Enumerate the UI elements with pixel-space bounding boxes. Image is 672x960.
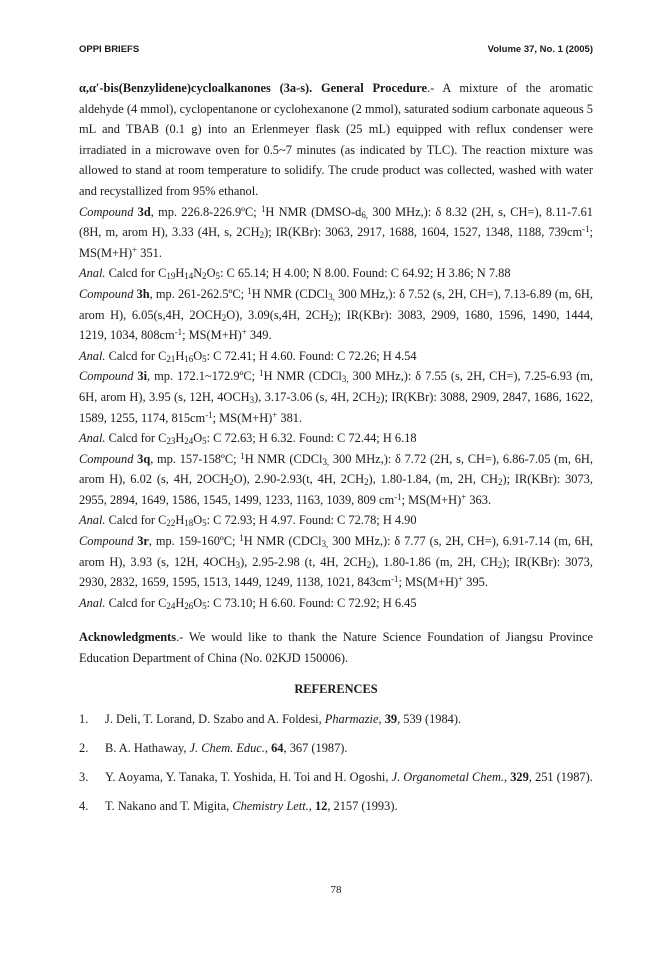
sup: 1 [247, 285, 252, 296]
ms-text: ; MS(M+H) [79, 225, 594, 260]
article-body [79, 78, 593, 815]
el: O [193, 513, 203, 528]
ir-text: O), 3.09(s,4H, 2CH [226, 307, 330, 322]
anal-word: Anal. [79, 595, 106, 610]
ack-title: Acknowledgments [79, 630, 177, 645]
el: N [193, 266, 203, 281]
sup: -1 [582, 224, 590, 235]
sup: + [241, 327, 247, 338]
compound-entry-3d [79, 202, 593, 264]
ir-text: ), 3.17-3.06 (s, 4H, 2CH [254, 389, 376, 404]
ref-volume: 12 [314, 799, 328, 814]
sup: 1 [239, 533, 244, 544]
sub: 2 [229, 477, 234, 488]
ir-text: O), 2.90-2.93(t, 4H, 2CH [233, 472, 365, 487]
sub: 5 [202, 518, 207, 529]
compound-word: Compound [79, 204, 134, 219]
sub: 21 [166, 353, 176, 364]
reference-item: 1. J. Deli, T. Lorand, D. Szabo and A. Foldesi, Pharmazie, 39, 539 (1984). [79, 712, 462, 727]
sub: 6, [361, 209, 369, 220]
ref-journal: Pharmazie [324, 712, 379, 727]
sub: 26 [184, 601, 194, 612]
nmr-text: H NMR (CDCl [263, 369, 342, 384]
sub: 24 [166, 601, 176, 612]
nmr-text: H NMR (CDCl [243, 534, 322, 549]
sub: 2 [366, 559, 372, 570]
nmr-text: H NMR (CDCl [251, 286, 329, 301]
sub: 5 [215, 271, 220, 282]
anal-values: : C 72.41; H 4.60. Found: C 72.26; H 4.54 [206, 348, 417, 363]
el: O [193, 595, 203, 610]
calcd: Calcd for [105, 513, 159, 528]
compound-id: 3r [137, 534, 149, 549]
analysis-3r [79, 593, 593, 614]
ms-value: 349. [246, 328, 272, 343]
sup: + [272, 409, 278, 420]
sub: 5 [202, 436, 207, 447]
sup: + [461, 491, 467, 502]
reference-item: 4. T. Nakano and T. Migita, Chemistry Lett., 12, 2157 (1993). [79, 799, 398, 814]
sub: 2 [497, 477, 503, 488]
el: C [158, 348, 167, 363]
compound-id: 3q [137, 451, 151, 466]
anal-word: Anal. [79, 431, 106, 446]
compound-word: Compound [79, 286, 134, 301]
compound-word: Compound [79, 369, 134, 384]
sub: 5 [202, 353, 207, 364]
procedure-title: α,α′-bis(Benzylidene)cycloalkanones (3a-s). General Procedure [79, 81, 428, 95]
ir-text: ); IR(KBr): 3073, 2955, 2894, 1649, 1586, 1545, 1499, 1233, 1163, 1039, 809 cm [79, 472, 593, 507]
calcd: Calcd for [105, 431, 159, 446]
el: C [158, 266, 167, 281]
nmr-text: H NMR (DMSO-d [265, 204, 362, 219]
sub: 16 [184, 353, 194, 364]
sub: 24 [184, 436, 194, 447]
ref-journal: J. Organometal Chem. [391, 770, 504, 785]
analysis-3q [79, 510, 593, 531]
nmr-text: 300 MHz,): δ 8.32 (2H, s, CH=), 8.11-7.61 (8H, m, arom H), 3.33 (4H, s, 2CH [79, 204, 593, 240]
el: O [193, 348, 203, 363]
ref-authors: J. Deli, T. Lorand, D. Szabo and A. Foldesi, [105, 712, 325, 727]
ref-rest: , 251 (1987). [528, 770, 593, 785]
ir-text: ); IR(KBr): 3088, 2909, 2847, 1686, 1622, 1589, 1255, 1174, 815cm [79, 389, 593, 425]
el: C [158, 431, 167, 446]
el: H [175, 266, 185, 281]
ms-text: ; MS(M+H) [398, 575, 459, 590]
anal-word: Anal. [79, 266, 106, 281]
ref-number: 2. [79, 741, 89, 756]
sub: 14 [184, 271, 194, 282]
calcd: Calcd for [105, 348, 159, 363]
anal-values: : C 72.63; H 6.32. Found: C 72.44; H 6.18 [206, 431, 417, 446]
el: C [158, 513, 167, 528]
running-header [79, 44, 593, 60]
sub: 3, [322, 456, 330, 467]
nmr-text: H NMR (CDCl [244, 451, 323, 466]
sup: + [132, 244, 138, 255]
compound-id: 3d [137, 204, 151, 219]
references-heading: REFERENCES [294, 681, 378, 696]
el: H [175, 513, 185, 528]
ms-text: ; MS(M+H) [182, 328, 242, 343]
ref-journal: J. Chem. Educ. [189, 741, 265, 756]
anal-values: : C 65.14; H 4.00; N 8.00. Found: C 64.92; H 3.86; N 7.88 [220, 266, 511, 281]
acknowledgments [79, 627, 593, 668]
ref-rest: , 2157 (1993). [327, 799, 398, 814]
sup: + [458, 574, 464, 585]
sub: 2 [364, 477, 369, 488]
ir-text: ), 2.95-2.98 (t, 4H, 2CH [240, 554, 367, 569]
sub: 3, [328, 292, 335, 303]
general-procedure [79, 78, 593, 202]
el: O [193, 431, 203, 446]
ms-value: 395. [463, 575, 488, 590]
analysis-3d [79, 263, 593, 284]
nmr-text: 300 MHz,): δ 7.72 (2H, s, CH=), 6.86-7.05 (m, 6H, arom H), 6.02 (s, 4H, 2OCH [79, 451, 593, 487]
ms-value: 381. [277, 410, 303, 425]
compound-id: 3h [136, 286, 150, 301]
sub: 3, [341, 374, 349, 385]
sup: 1 [240, 450, 245, 461]
journal-section: OPPI BRIEFS [79, 44, 140, 55]
el: H [175, 595, 185, 610]
compound-id: 3i [137, 369, 148, 384]
ms-value: 363. [466, 492, 492, 507]
ref-journal: Chemistry Lett. [232, 799, 309, 814]
el: H [175, 348, 185, 363]
ir-text: ); IR(KBr): 3083, 2909, 1680, 1596, 1490, 1444, 1219, 1034, 808cm [79, 307, 594, 343]
compound-entry-3r [79, 531, 593, 593]
sup: -1 [391, 574, 399, 585]
el: H [175, 431, 185, 446]
calcd: Calcd for [105, 595, 159, 610]
sup: 1 [260, 203, 266, 214]
sub: 3 [249, 395, 255, 406]
ref-rest: , 539 (1984). [397, 712, 462, 727]
ref-volume: 329 [510, 770, 529, 785]
compound-word: Compound [79, 534, 134, 549]
procedure-text: .- A mixture of the aromatic aldehyde (4 mmol), cyclopentanone or cyclohexanone (2 mmol), saturated sodium carbonate aqueous 5 mL and TBAB (0.1 g) into an Erlenmeyer flask (25 mL) equipped with reflux condenser were irradiated in a microwave oven for 0.5~7 minutes (as indicated by TLC). The reaction mixture was allowed to stand at room temperature to solidify. The crude product was collected, washed with water and recystallized from 95% ethanol. [79, 81, 594, 198]
sub: 3, [321, 539, 329, 550]
ref-authors: T. Nakano and T. Migita, [105, 799, 233, 814]
ir-text: ), 1.80-1.84, (m, 2H, CH [368, 472, 498, 487]
ref-number: 1. [79, 712, 89, 727]
ref-volume: 39 [384, 712, 398, 727]
melting-point: , mp. 159-160ºC; [148, 534, 236, 549]
melting-point: , mp. 157-158ºC; [150, 451, 237, 466]
anal-word: Anal. [79, 348, 106, 363]
ref-authors: Y. Aoyama, Y. Tanaka, T. Yoshida, H. Toi and H. Ogoshi, [105, 770, 392, 785]
sub: 2 [221, 312, 227, 323]
sub: 2 [329, 312, 334, 323]
ref-authors: B. A. Hathaway, [105, 741, 190, 756]
melting-point: , mp. 261-262.5ºC; [149, 286, 245, 301]
ir-text: ); IR(KBr): 3073, 2930, 2832, 1659, 1595, 1513, 1449, 1249, 1138, 1021, 843cm [79, 554, 593, 590]
page-number: 78 [330, 884, 342, 896]
el: O [206, 266, 216, 281]
compound-entry-3h [79, 284, 593, 346]
compound-entry-3q [79, 449, 593, 511]
nmr-text: 300 MHz,): δ 7.52 (s, 2H, CH=), 7.13-6.89 (m, 6H, arom H), 6.05(s,4H, 2OCH [79, 286, 593, 322]
sub: 19 [166, 271, 176, 282]
ms-value: 351. [137, 245, 162, 260]
ir-text: ); IR(KBr): 3063, 2917, 1688, 1604, 1527, 1348, 1188, 739cm [264, 225, 583, 240]
sub: 22 [166, 518, 176, 529]
ref-number: 3. [79, 770, 89, 785]
ref-volume: 64 [271, 741, 284, 756]
compound-word: Compound [79, 451, 134, 466]
sub: 23 [166, 436, 176, 447]
sub: 2 [497, 559, 503, 570]
calcd: Calcd for [105, 266, 159, 281]
sub: 3 [235, 559, 241, 570]
sub: 18 [184, 518, 194, 529]
sup: -1 [394, 491, 402, 502]
sub: 2 [202, 271, 207, 282]
sub: 2 [375, 395, 381, 406]
ref-number: 4. [79, 799, 89, 814]
melting-point: , mp. 172.1~172.9ºC; [147, 369, 256, 384]
reference-item: 2. B. A. Hathaway, J. Chem. Educ., 64, 367 (1987). [79, 741, 348, 756]
ir-text: ), 1.80-1.86 (m, 2H, CH [371, 554, 498, 569]
sup: -1 [174, 327, 183, 338]
compound-entry-3i [79, 366, 593, 428]
sub: 2 [259, 230, 265, 241]
anal-values: : C 73.10; H 6.60. Found: C 72.92; H 6.45 [206, 595, 417, 610]
ms-text: ; MS(M+H) [401, 492, 462, 507]
anal-word: Anal. [79, 513, 106, 528]
analysis-3i [79, 428, 593, 449]
sup: -1 [205, 409, 213, 420]
sub: 5 [202, 601, 207, 612]
nmr-text: 300 MHz,): δ 7.77 (s, 2H, CH=), 6.91-7.14 (m, 6H, arom H), 3.93 (s, 12H, 4OCH [79, 534, 593, 569]
ack-text: .- We would like to thank the Nature Science Foundation of Jiangsu Province Education Department of China (No. 02KJD 150006). [79, 630, 593, 666]
analysis-3h [79, 346, 593, 367]
volume-info: Volume 37, No. 1 (2005) [487, 44, 593, 55]
anal-values: : C 72.93; H 4.97. Found: C 72.78; H 4.90 [206, 513, 417, 528]
melting-point: , mp. 226.8-226.9ºC; [150, 204, 257, 219]
ref-rest: , 367 (1987). [283, 741, 348, 756]
sup: 1 [259, 368, 264, 379]
nmr-text: 300 MHz,): δ 7.55 (s, 2H, CH=), 7.25-6.93 (m, 6H, arom H), 3.95 (s, 12H, 4OCH [79, 369, 593, 404]
reference-item: 3. Y. Aoyama, Y. Tanaka, T. Yoshida, H. Toi and H. Ogoshi, J. Organometal Chem., 329, 251 (1987). [79, 770, 593, 785]
ms-text: ; MS(M+H) [212, 410, 273, 425]
el: C [158, 595, 167, 610]
